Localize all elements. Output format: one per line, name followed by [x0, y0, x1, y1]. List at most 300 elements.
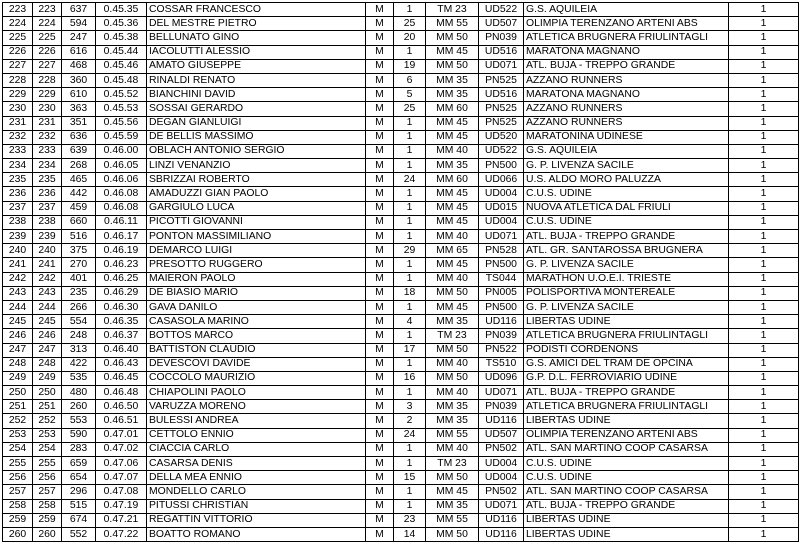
category-cell: MM 50 — [426, 471, 479, 485]
club-code-cell: PN039 — [479, 31, 524, 45]
club-name-cell: ATLETICA BRUGNERA FRIULINTAGLI — [524, 329, 729, 343]
points-cell: 1 — [729, 400, 799, 414]
finish-time-cell: 0.45.38 — [96, 31, 147, 45]
category-rank-cell: 16 — [394, 371, 426, 385]
finish-time-cell: 0.47.01 — [96, 428, 147, 442]
category-rank-cell: 3 — [394, 400, 426, 414]
athlete-name-cell: DEMARCO LUIGI — [147, 244, 366, 258]
overall-position-cell: 232 — [3, 130, 33, 144]
gender-position-cell: 225 — [33, 31, 62, 45]
club-name-cell: G.S. AQUILEIA — [524, 3, 729, 17]
points-cell: 1 — [729, 3, 799, 17]
athlete-name-cell: PITUSSI CHRISTIAN — [147, 499, 366, 513]
table-row — [3, 116, 799, 130]
club-name-cell: OLIMPIA TERENZANO ARTENI ABS — [524, 17, 729, 31]
gender-position-cell: 244 — [33, 300, 62, 314]
points-cell: 1 — [729, 201, 799, 215]
table-row — [3, 414, 799, 428]
gender-cell: M — [366, 3, 394, 17]
category-rank-cell: 5 — [394, 88, 426, 102]
category-rank-cell: 1 — [394, 116, 426, 130]
category-rank-cell: 1 — [394, 187, 426, 201]
finish-time-cell: 0.46.51 — [96, 414, 147, 428]
bib-number-cell: 363 — [62, 102, 96, 116]
category-cell: MM 60 — [426, 102, 479, 116]
table-row — [3, 343, 799, 357]
points-cell: 1 — [729, 187, 799, 201]
points-cell: 1 — [729, 45, 799, 59]
club-code-cell: PN039 — [479, 329, 524, 343]
gender-cell: M — [366, 442, 394, 456]
club-name-cell: C.U.S. UDINE — [524, 457, 729, 471]
bib-number-cell: 516 — [62, 230, 96, 244]
points-cell: 1 — [729, 357, 799, 371]
table-row — [3, 513, 799, 527]
club-code-cell: UD116 — [479, 513, 524, 527]
table-row — [3, 17, 799, 31]
gender-cell: M — [366, 315, 394, 329]
bib-number-cell: 268 — [62, 159, 96, 173]
category-rank-cell: 1 — [394, 300, 426, 314]
athlete-name-cell: GARGIULO LUCA — [147, 201, 366, 215]
gender-cell: M — [366, 230, 394, 244]
table-row — [3, 230, 799, 244]
table-row — [3, 45, 799, 59]
gender-cell: M — [366, 357, 394, 371]
gender-cell: M — [366, 201, 394, 215]
points-cell: 1 — [729, 17, 799, 31]
gender-position-cell: 239 — [33, 230, 62, 244]
finish-time-cell: 0.45.52 — [96, 88, 147, 102]
club-name-cell: G. P. LIVENZA SACILE — [524, 300, 729, 314]
club-name-cell: U.S. ALDO MORO PALUZZA — [524, 173, 729, 187]
gender-cell: M — [366, 457, 394, 471]
category-rank-cell: 14 — [394, 527, 426, 541]
category-rank-cell: 1 — [394, 45, 426, 59]
category-cell: MM 65 — [426, 244, 479, 258]
overall-position-cell: 259 — [3, 513, 33, 527]
finish-time-cell: 0.46.19 — [96, 244, 147, 258]
overall-position-cell: 237 — [3, 201, 33, 215]
category-cell: MM 45 — [426, 201, 479, 215]
table-row — [3, 485, 799, 499]
category-cell: MM 45 — [426, 300, 479, 314]
bib-number-cell: 554 — [62, 315, 96, 329]
table-row — [3, 357, 799, 371]
table-row — [3, 371, 799, 385]
gender-position-cell: 233 — [33, 144, 62, 158]
category-rank-cell: 2 — [394, 414, 426, 428]
finish-time-cell: 0.47.02 — [96, 442, 147, 456]
gender-position-cell: 228 — [33, 73, 62, 87]
club-code-cell: PN500 — [479, 300, 524, 314]
club-code-cell: UD507 — [479, 17, 524, 31]
category-rank-cell: 4 — [394, 315, 426, 329]
club-name-cell: MARATONA MAGNANO — [524, 45, 729, 59]
gender-cell: M — [366, 471, 394, 485]
table-row — [3, 59, 799, 73]
club-name-cell: G.S. AQUILEIA — [524, 144, 729, 158]
finish-time-cell: 0.46.50 — [96, 400, 147, 414]
finish-time-cell: 0.46.08 — [96, 187, 147, 201]
bib-number-cell: 296 — [62, 485, 96, 499]
table-row — [3, 272, 799, 286]
gender-position-cell: 252 — [33, 414, 62, 428]
athlete-name-cell: DELLA MEA ENNIO — [147, 471, 366, 485]
overall-position-cell: 235 — [3, 173, 33, 187]
gender-cell: M — [366, 17, 394, 31]
bib-number-cell: 235 — [62, 286, 96, 300]
athlete-name-cell: DEL MESTRE PIETRO — [147, 17, 366, 31]
gender-position-cell: 240 — [33, 244, 62, 258]
bib-number-cell: 247 — [62, 31, 96, 45]
gender-cell: M — [366, 258, 394, 272]
gender-cell: M — [366, 173, 394, 187]
athlete-name-cell: BOTTOS MARCO — [147, 329, 366, 343]
finish-time-cell: 0.46.35 — [96, 315, 147, 329]
points-cell: 1 — [729, 59, 799, 73]
gender-position-cell: 229 — [33, 88, 62, 102]
gender-position-cell: 226 — [33, 45, 62, 59]
table-row — [3, 471, 799, 485]
overall-position-cell: 242 — [3, 272, 33, 286]
athlete-name-cell: IACOLUTTI ALESSIO — [147, 45, 366, 59]
gender-cell: M — [366, 286, 394, 300]
gender-cell: M — [366, 244, 394, 258]
points-cell: 1 — [729, 485, 799, 499]
gender-position-cell: 253 — [33, 428, 62, 442]
points-cell: 1 — [729, 343, 799, 357]
athlete-name-cell: CHIAPOLINI PAOLO — [147, 386, 366, 400]
category-cell: MM 50 — [426, 527, 479, 541]
finish-time-cell: 0.46.40 — [96, 343, 147, 357]
athlete-name-cell: REGATTIN VITTORIO — [147, 513, 366, 527]
category-rank-cell: 18 — [394, 286, 426, 300]
category-cell: MM 55 — [426, 428, 479, 442]
bib-number-cell: 659 — [62, 457, 96, 471]
gender-position-cell: 237 — [33, 201, 62, 215]
finish-time-cell: 0.46.11 — [96, 215, 147, 229]
club-code-cell: UD516 — [479, 45, 524, 59]
points-cell: 1 — [729, 116, 799, 130]
points-cell: 1 — [729, 329, 799, 343]
category-cell: MM 45 — [426, 258, 479, 272]
points-cell: 1 — [729, 159, 799, 173]
overall-position-cell: 240 — [3, 244, 33, 258]
points-cell: 1 — [729, 230, 799, 244]
finish-time-cell: 0.46.17 — [96, 230, 147, 244]
overall-position-cell: 236 — [3, 187, 33, 201]
bib-number-cell: 270 — [62, 258, 96, 272]
category-rank-cell: 1 — [394, 457, 426, 471]
athlete-name-cell: PRESOTTO RUGGERO — [147, 258, 366, 272]
category-rank-cell: 24 — [394, 428, 426, 442]
overall-position-cell: 258 — [3, 499, 33, 513]
table-row — [3, 386, 799, 400]
category-rank-cell: 1 — [394, 258, 426, 272]
category-cell: MM 35 — [426, 73, 479, 87]
finish-time-cell: 0.47.07 — [96, 471, 147, 485]
category-cell: MM 50 — [426, 286, 479, 300]
overall-position-cell: 233 — [3, 144, 33, 158]
bib-number-cell: 616 — [62, 45, 96, 59]
gender-position-cell: 243 — [33, 286, 62, 300]
category-cell: MM 40 — [426, 357, 479, 371]
gender-position-cell: 245 — [33, 315, 62, 329]
category-cell: MM 35 — [426, 315, 479, 329]
results-sheet — [2, 2, 799, 542]
points-cell: 1 — [729, 499, 799, 513]
gender-cell: M — [366, 272, 394, 286]
gender-position-cell: 231 — [33, 116, 62, 130]
overall-position-cell: 248 — [3, 357, 33, 371]
points-cell: 1 — [729, 272, 799, 286]
points-cell: 1 — [729, 130, 799, 144]
gender-cell: M — [366, 386, 394, 400]
gender-cell: M — [366, 215, 394, 229]
results-rows — [3, 3, 799, 542]
athlete-name-cell: DEGAN GIANLUIGI — [147, 116, 366, 130]
gender-position-cell: 248 — [33, 357, 62, 371]
category-cell: MM 35 — [426, 159, 479, 173]
gender-position-cell: 254 — [33, 442, 62, 456]
table-row — [3, 527, 799, 541]
category-cell: MM 45 — [426, 130, 479, 144]
category-cell: MM 50 — [426, 343, 479, 357]
bib-number-cell: 422 — [62, 357, 96, 371]
overall-position-cell: 234 — [3, 159, 33, 173]
category-cell: MM 50 — [426, 59, 479, 73]
gender-position-cell: 250 — [33, 386, 62, 400]
club-code-cell: UD507 — [479, 428, 524, 442]
overall-position-cell: 260 — [3, 527, 33, 541]
club-code-cell: TS044 — [479, 272, 524, 286]
finish-time-cell: 0.46.37 — [96, 329, 147, 343]
category-cell: MM 45 — [426, 485, 479, 499]
athlete-name-cell: VARUZZA MORENO — [147, 400, 366, 414]
finish-time-cell: 0.46.48 — [96, 386, 147, 400]
gender-position-cell: 247 — [33, 343, 62, 357]
category-cell: MM 45 — [426, 187, 479, 201]
finish-time-cell: 0.47.06 — [96, 457, 147, 471]
athlete-name-cell: CASASOLA MARINO — [147, 315, 366, 329]
gender-position-cell: 235 — [33, 173, 62, 187]
overall-position-cell: 225 — [3, 31, 33, 45]
category-cell: MM 35 — [426, 400, 479, 414]
points-cell: 1 — [729, 31, 799, 45]
club-name-cell: AZZANO RUNNERS — [524, 73, 729, 87]
gender-position-cell: 230 — [33, 102, 62, 116]
finish-time-cell: 0.47.22 — [96, 527, 147, 541]
overall-position-cell: 252 — [3, 414, 33, 428]
bib-number-cell: 660 — [62, 215, 96, 229]
points-cell: 1 — [729, 428, 799, 442]
points-cell: 1 — [729, 258, 799, 272]
athlete-name-cell: CETTOLO ENNIO — [147, 428, 366, 442]
club-name-cell: ATLETICA BRUGNERA FRIULINTAGLI — [524, 31, 729, 45]
club-name-cell: OLIMPIA TERENZANO ARTENI ABS — [524, 428, 729, 442]
category-rank-cell: 1 — [394, 442, 426, 456]
gender-position-cell: 242 — [33, 272, 62, 286]
category-cell: MM 35 — [426, 499, 479, 513]
club-name-cell: ATL. BUJA - TREPPO GRANDE — [524, 499, 729, 513]
bib-number-cell: 637 — [62, 3, 96, 17]
club-name-cell: MARATONA MAGNANO — [524, 88, 729, 102]
category-rank-cell: 1 — [394, 201, 426, 215]
overall-position-cell: 243 — [3, 286, 33, 300]
club-code-cell: PN500 — [479, 159, 524, 173]
athlete-name-cell: PICOTTI GIOVANNI — [147, 215, 366, 229]
bib-number-cell: 515 — [62, 499, 96, 513]
table-row — [3, 286, 799, 300]
gender-position-cell: 257 — [33, 485, 62, 499]
gender-cell: M — [366, 527, 394, 541]
gender-position-cell: 241 — [33, 258, 62, 272]
club-code-cell: UD522 — [479, 3, 524, 17]
club-name-cell: LIBERTAS UDINE — [524, 513, 729, 527]
athlete-name-cell: GAVA DANILO — [147, 300, 366, 314]
overall-position-cell: 250 — [3, 386, 33, 400]
club-name-cell: PODISTI CORDENONS — [524, 343, 729, 357]
table-row — [3, 215, 799, 229]
bib-number-cell: 590 — [62, 428, 96, 442]
category-rank-cell: 1 — [394, 144, 426, 158]
club-name-cell: C.U.S. UDINE — [524, 471, 729, 485]
gender-cell: M — [366, 499, 394, 513]
category-rank-cell: 15 — [394, 471, 426, 485]
bib-number-cell: 375 — [62, 244, 96, 258]
points-cell: 1 — [729, 300, 799, 314]
overall-position-cell: 224 — [3, 17, 33, 31]
bib-number-cell: 248 — [62, 329, 96, 343]
bib-number-cell: 654 — [62, 471, 96, 485]
overall-position-cell: 246 — [3, 329, 33, 343]
gender-position-cell: 232 — [33, 130, 62, 144]
overall-position-cell: 257 — [3, 485, 33, 499]
club-name-cell: G. P. LIVENZA SACILE — [524, 258, 729, 272]
category-rank-cell: 24 — [394, 173, 426, 187]
category-rank-cell: 1 — [394, 159, 426, 173]
overall-position-cell: 244 — [3, 300, 33, 314]
gender-cell: M — [366, 343, 394, 357]
finish-time-cell: 0.46.06 — [96, 173, 147, 187]
bib-number-cell: 283 — [62, 442, 96, 456]
table-row — [3, 73, 799, 87]
bib-number-cell: 266 — [62, 300, 96, 314]
gender-position-cell: 249 — [33, 371, 62, 385]
table-row — [3, 144, 799, 158]
finish-time-cell: 0.47.19 — [96, 499, 147, 513]
category-cell: MM 55 — [426, 17, 479, 31]
club-code-cell: PN500 — [479, 258, 524, 272]
gender-position-cell: 260 — [33, 527, 62, 541]
category-rank-cell: 1 — [394, 130, 426, 144]
overall-position-cell: 245 — [3, 315, 33, 329]
bib-number-cell: 535 — [62, 371, 96, 385]
club-code-cell: UD522 — [479, 144, 524, 158]
table-row — [3, 400, 799, 414]
overall-position-cell: 228 — [3, 73, 33, 87]
club-name-cell: C.U.S. UDINE — [524, 187, 729, 201]
table-row — [3, 300, 799, 314]
club-code-cell: UD116 — [479, 414, 524, 428]
club-code-cell: PN528 — [479, 244, 524, 258]
category-rank-cell: 1 — [394, 386, 426, 400]
points-cell: 1 — [729, 144, 799, 158]
category-cell: MM 55 — [426, 513, 479, 527]
club-code-cell: UD116 — [479, 527, 524, 541]
category-cell: MM 45 — [426, 45, 479, 59]
club-name-cell: LIBERTAS UDINE — [524, 315, 729, 329]
points-cell: 1 — [729, 286, 799, 300]
athlete-name-cell: SOSSAI GERARDO — [147, 102, 366, 116]
club-name-cell: ATL. BUJA - TREPPO GRANDE — [524, 230, 729, 244]
club-name-cell: AZZANO RUNNERS — [524, 116, 729, 130]
overall-position-cell: 230 — [3, 102, 33, 116]
finish-time-cell: 0.45.48 — [96, 73, 147, 87]
points-cell: 1 — [729, 414, 799, 428]
table-row — [3, 102, 799, 116]
overall-position-cell: 239 — [3, 230, 33, 244]
category-rank-cell: 17 — [394, 343, 426, 357]
category-cell: MM 50 — [426, 31, 479, 45]
category-cell: MM 45 — [426, 116, 479, 130]
points-cell: 1 — [729, 244, 799, 258]
category-cell: TM 23 — [426, 329, 479, 343]
club-name-cell: NUOVA ATLETICA DAL FRIULI — [524, 201, 729, 215]
athlete-name-cell: MAIERON PAOLO — [147, 272, 366, 286]
category-rank-cell: 6 — [394, 73, 426, 87]
club-code-cell: UD096 — [479, 371, 524, 385]
gender-cell: M — [366, 300, 394, 314]
gender-position-cell: 227 — [33, 59, 62, 73]
category-rank-cell: 20 — [394, 31, 426, 45]
gender-cell: M — [366, 130, 394, 144]
bib-number-cell: 442 — [62, 187, 96, 201]
points-cell: 1 — [729, 102, 799, 116]
overall-position-cell: 254 — [3, 442, 33, 456]
category-rank-cell: 1 — [394, 272, 426, 286]
table-row — [3, 173, 799, 187]
category-cell: MM 60 — [426, 173, 479, 187]
points-cell: 1 — [729, 527, 799, 541]
club-code-cell: PN039 — [479, 400, 524, 414]
overall-position-cell: 247 — [3, 343, 33, 357]
category-cell: MM 40 — [426, 386, 479, 400]
club-code-cell: PN525 — [479, 73, 524, 87]
gender-position-cell: 236 — [33, 187, 62, 201]
club-name-cell: ATL. SAN MARTINO COOP CASARSA — [524, 442, 729, 456]
category-cell: MM 40 — [426, 230, 479, 244]
club-code-cell: PN525 — [479, 102, 524, 116]
category-rank-cell: 29 — [394, 244, 426, 258]
category-cell: MM 35 — [426, 414, 479, 428]
finish-time-cell: 0.47.08 — [96, 485, 147, 499]
club-name-cell: G.S. AMICI DEL TRAM DE OPCINA — [524, 357, 729, 371]
bib-number-cell: 260 — [62, 400, 96, 414]
gender-cell: M — [366, 414, 394, 428]
athlete-name-cell: DE BIASIO MARIO — [147, 286, 366, 300]
category-cell: TM 23 — [426, 457, 479, 471]
club-name-cell: MARATHON U.O.E.I. TRIESTE — [524, 272, 729, 286]
club-code-cell: UD520 — [479, 130, 524, 144]
bib-number-cell: 636 — [62, 130, 96, 144]
table-row — [3, 244, 799, 258]
club-code-cell: UD071 — [479, 230, 524, 244]
gender-position-cell: 256 — [33, 471, 62, 485]
athlete-name-cell: DEVESCOVI DAVIDE — [147, 357, 366, 371]
club-code-cell: UD071 — [479, 386, 524, 400]
